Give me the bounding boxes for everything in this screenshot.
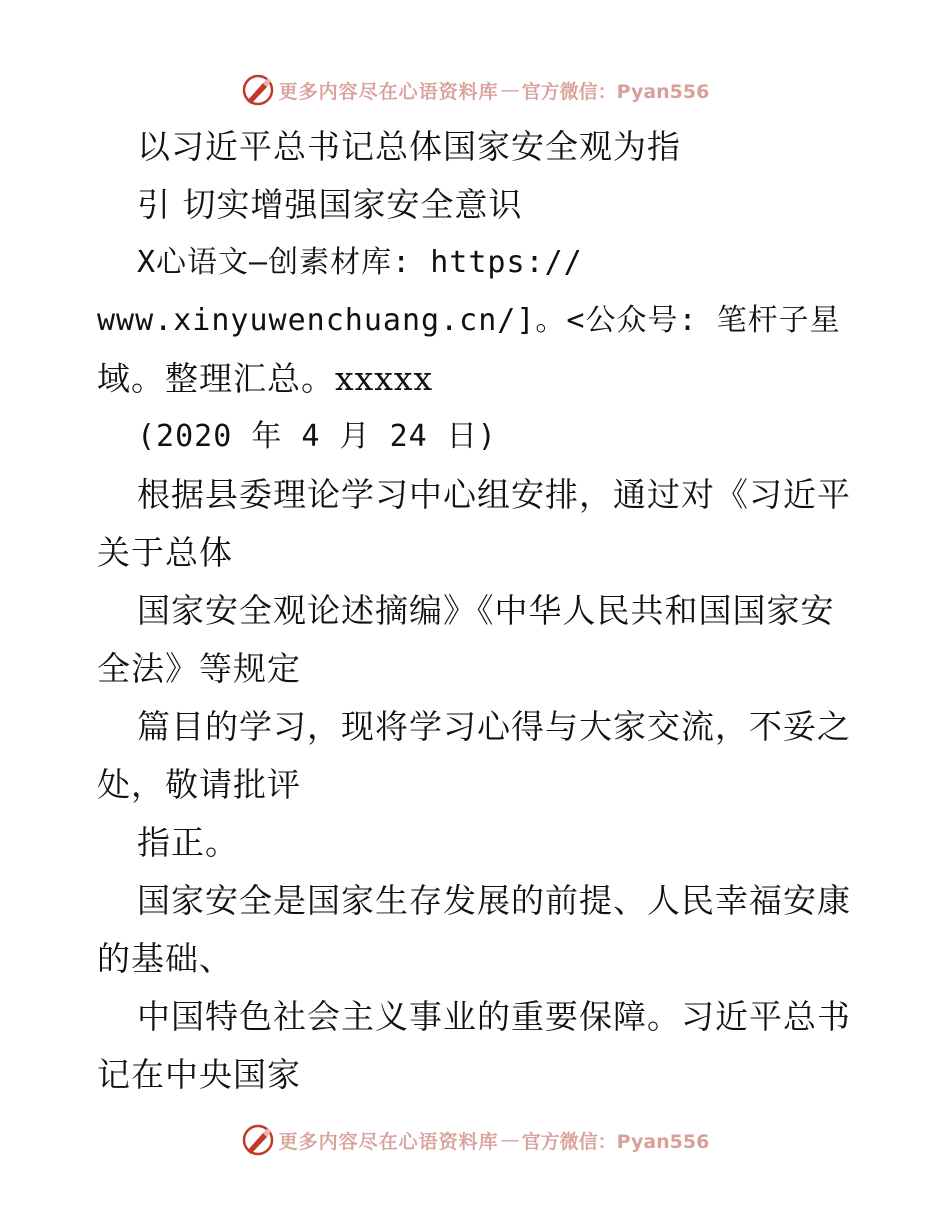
paragraph-line: 国家安全观论述摘编》《中华人民共和国国家安 [137,591,835,630]
paragraph-line: 关于总体 [97,533,233,572]
source-line-3: 域。整理汇总。xxxxx [97,359,434,398]
paragraph-line: 中国特色社会主义事业的重要保障。习近平总书 [137,997,851,1036]
source-line-1: X心语文—创素材库: https:// [137,245,583,280]
watermark-wechat: 官方微信：Pyan556 [521,80,710,103]
paragraph-line: 的基础、 [97,939,233,978]
paragraph-line: 全法》等规定 [97,649,301,688]
source-line-2: www.xinyuwenchuang.cn/]。<公众号: 笔杆子星 [97,303,841,338]
paragraph-line: 记在中央国家 [97,1055,301,1094]
paragraph-line: 根据县委理论学习中心组安排，通过对《习近平 [137,475,851,514]
watermark-separator: — [500,79,520,101]
watermark-text: 更多内容尽在心语资料库 [278,1130,499,1153]
title-line-1: 以习近平总书记总体国家安全观为指 [137,127,681,166]
document-body [97,118,857,1104]
paragraph-line: 国家安全是国家生存发展的前提、人民幸福安康 [137,881,851,920]
footer-watermark [0,1120,950,1160]
date-line: (2020 年 4 月 24 日) [137,419,497,454]
watermark-separator: — [500,1129,520,1151]
pen-logo-icon [241,1123,275,1157]
header-watermark [0,70,950,110]
pen-logo-icon [241,73,275,107]
paragraph-line: 处，敬请批评 [97,765,301,804]
title-line-2: 引 切实增强国家安全意识 [137,185,523,224]
paragraph-line: 篇目的学习，现将学习心得与大家交流，不妥之 [137,707,851,746]
watermark-text: 更多内容尽在心语资料库 [278,80,499,103]
watermark-wechat: 官方微信：Pyan556 [521,1130,710,1153]
paragraph-line: 指正。 [137,823,239,862]
